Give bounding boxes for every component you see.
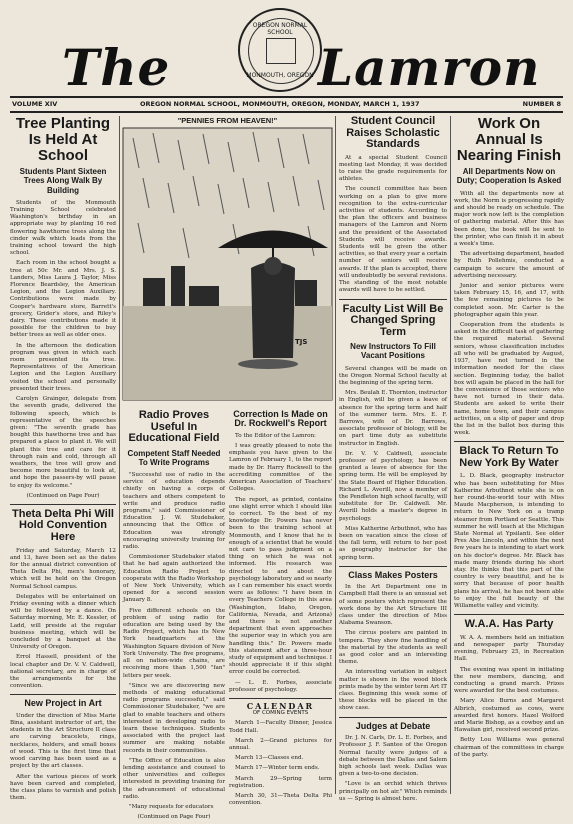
section-rule <box>229 698 332 699</box>
section-rule <box>454 614 564 615</box>
section-rule <box>339 566 447 567</box>
article-paragraph: Delegates will be entertained on Friday evening with a dinner which will be followed by a dance. On Saturday morning, Mr. E. Kessler, of Ladd, will preside at the regular business meeting, which will be concluded by a banquet at the University of Oregon. <box>10 593 116 651</box>
headline-art-project: New Project in Art <box>24 698 102 709</box>
headline-radio: Radio Proves Useful In Educational Field <box>128 409 220 445</box>
seal-bottom-text: MONMOUTH, OREGON <box>246 72 314 79</box>
article-paragraph: Five different schools on the problem of using radio for education are being used by the Radio Project, which has its New York headquarters at the Washington Square division of New York University. The five programs, all on nation-wide chains, are receiving more than 1,500 "fan" letters per week. <box>123 607 225 679</box>
column-4 <box>339 116 447 806</box>
article-paragraph: Dr. V. V. Caldwell, associate professor of psychology, has been granted a leave of absence for the spring term. He will be employed by the State Board of Higher Education. Richard L. Averill, now a member of the Pendleton high school faculty, will substitute for Dr. Caldwell. Mr. Averill holds a master's degree in psychology. <box>339 450 447 522</box>
article-paragraph: Carolyn Grainger, delegate from the seventh grade, delivered the following speech, which is representative of the speeches given: "The seventh grade has bought this hawthorne tree and has prepared a place to plant it. We will plant this tree and care for it through rain and cold, through all weathers, the tree will grow and become more beautiful to look at, and hope the passers-by will pause to enjoy its welcome." <box>10 396 116 489</box>
article-paragraph: Errol Hassell, president of the local chapter and Dr. V. V. Caldwell, national secretary, are in charge of the arrangements for the convention. <box>10 654 116 690</box>
column-1 <box>10 116 116 805</box>
article-paragraph: W. A. A. members held an initiation and newspaper party Thursday evening, February 25, in Recreation Hall. <box>454 634 564 663</box>
calendar-subtitle: OF COMING EVENTS <box>252 710 309 717</box>
cartoon-drawing <box>123 128 332 400</box>
article-paragraph: After the various pieces of work have been carved and completed, the class plans to varnish and polish them. <box>10 773 116 802</box>
deck-radio: Competent Staff Needed To Write Programs <box>127 448 221 467</box>
column-2 <box>123 410 225 824</box>
column-3 <box>229 410 332 810</box>
continued-note: (Continued on Page Four) <box>137 814 211 821</box>
article-paragraph: The council committee has been working on a plan to give more recognition to the extra-curricular activities of students. According to the plan the officers and business managers of the Lamron and Norm and the president of the Associated Students will receive awards. Students will be given the other activities, so that every year a certain number of seniors will receive awards. If the plan is accepted, there will undoubtedly be several revisions. The standing of the most notable awards will have to be settled. <box>339 186 447 294</box>
headline-annual: Work On Annual Is Nearing Finish <box>456 115 562 164</box>
continued-note: (Continued on Page Four) <box>26 492 100 499</box>
article-paragraph: Mary Alice Burns and Margaret Albrich, costumed as cows, were awarded first honors. Hazel Wolford and Marie Bishop, as a cowboy and an Hawaiian girl, received second prize. <box>454 698 564 734</box>
article-paragraph: Under the direction of Miss Marie Bina, assistant instructor of art, the students in the Art Structure II class are carving bracelets, rings, necklaces, holders, and small boxes of wood. This is the first time that wood carving has been used as a project by the art classes. <box>10 712 116 770</box>
editorial-cartoon <box>123 116 332 404</box>
article-paragraph: Several changes will be made on the Oregon Normal School faculty at the beginning of the spring term. <box>339 365 447 386</box>
masthead-title-right: Lamron <box>318 38 541 97</box>
dateline <box>10 96 563 113</box>
column-divider <box>450 116 451 794</box>
article-paragraph: Each room in the school bought a tree at 50c Mr. and Mrs. J. S. Landers, Miss Laura J. Taylor, Miss Florence Beardsley, the American Legion, and the Legion Auxiliary. Contributions were made by Cooper's hardware store, Barrett's grocery, Grider's store, and Riley's dairy. These contributions made it possible for the children to buy better trees as well as older ones. <box>10 260 116 339</box>
masthead-title-left: The <box>62 38 171 97</box>
deck-tree-planting: Students Plant Sixteen Trees Along Walk By Building <box>19 167 107 195</box>
section-rule <box>10 504 116 505</box>
column-5 <box>454 116 564 762</box>
issue-number: NUMBER 8 <box>522 100 561 108</box>
article-paragraph: "Many requests for educators <box>129 803 214 810</box>
article-paragraph: With all the departments now at work, the Norm is progressing rapidly and should be ready on schedule. The major work now left is the completion of gathering material. After this has been done, the book will be sent to the printer, who can finish it in about a week's time. <box>454 190 564 248</box>
headline-correction: Correction Is Made on Dr. Rockwell's Report <box>233 409 328 429</box>
section-rule <box>339 299 447 300</box>
letter-signature: — L. E. Forbes, associate professor of psychology. <box>229 679 332 693</box>
article-paragraph: In the afternoon the dedication program was given in which each room presented its tree. Representatives of the American Legion and the Legion Auxiliary visited the school and personally presented their trees. <box>10 342 116 392</box>
seal-top-text: OREGON NORMAL SCHOOL <box>252 22 308 36</box>
column-divider <box>119 116 120 794</box>
calendar-item: March 2—Grand pictures for annual. <box>229 737 332 751</box>
seal-building-icon <box>266 38 296 64</box>
section-rule <box>454 441 564 442</box>
calendar-item: March 30, 31—Theta Delta Phi convention. <box>229 793 332 807</box>
article-paragraph: The circus posters are painted in tempera. They show fine handling of the material by the students as well as good color and an interesting theme. <box>339 630 447 666</box>
calendar-item: March 17—Winter term ends. <box>235 765 320 772</box>
article-paragraph: "Since we are discovering new methods of making educational radio programs successful," said Commissioner Studebaker, "we are glad to enable teachers and others interested in developing radio to learn these techniques. Students associated with the project last summer are making notable records in their communities. <box>123 682 225 754</box>
letter-salutation: To the Editor of the Lamron: <box>235 432 316 439</box>
column-divider <box>335 116 336 794</box>
article-paragraph: L. D. Black, geography instructor who has been substituting for Miss Katherine Arbuthnot while she is on her round-the-world tour with Miss Maude Macpherson, is intending to return to New York on a tramp steamer from Portland or Seattle. This summer he will teach at the Michigan State Normal at Ypsilanti. See older Pres Abe Lincoln, and within the next few years he is intending to start work on his doctor's degree. Mr. Black has made many friends during his short stay. He thinks that this part of the country is very beautiful, and he is sorry that because of poor health plans his arrival, he has not been able to enjoy the full beauty of the Willamette valley and vicinity. <box>454 473 564 610</box>
headline-faculty-list: Faculty List Will Be Changed Spring Term <box>342 302 444 338</box>
article-paragraph: Commissioner Studebaker stated that he had again authorized the Education Radio Project to cooperate with the Radio Workshop of New York University, which opened for a second session January 8. <box>123 554 225 604</box>
headline-black-returns: Black To Return To New York By Water <box>459 445 559 469</box>
calendar-item: March 1—Faculty Dinner, Jessica Todd Hall. <box>229 720 332 734</box>
cartoon-signature: TJS <box>295 338 308 346</box>
calendar-item: March 13—Classes end. <box>235 755 304 762</box>
headline-judges: Judges at Debate <box>355 720 431 731</box>
deck-faculty-list: New Instructors To Fill Vacant Positions <box>350 342 436 361</box>
headline-class-posters: Class Makes Posters <box>348 569 438 580</box>
cartoon-caption: "PENNIES FROM HEAVEN!" <box>177 116 278 125</box>
article-paragraph: An interesting variation in subject matter is shown in the wood block prints made by the winter term Art IT class. Beginning this week some of these blocks will be placed in the show case. <box>339 669 447 712</box>
article-paragraph: Miss Katherine Arbuthnot, who has been on vacation since the close of the fall term, will return to her post as geography instructor for the spring term. <box>339 525 447 561</box>
headline-student-council: Student Council Raises Scholastic Standards <box>346 115 440 151</box>
article-paragraph: "The Office of Education is also lending assistance and counsel to other universities and colleges interested in providing training for the advancement of educational radio. <box>123 757 225 800</box>
article-paragraph: I was greatly pleased to note the emphasis you have given to the Lamron of February 1, to the report made by Dr. Harry Rockwell to the accrediting committee of the American Association of Teachers' Colleges. <box>229 443 332 493</box>
calendar-title: CALENDAR <box>246 700 315 711</box>
article-paragraph: Betty Lou Williams was general chairman of the committees in charge of the party. <box>454 737 564 758</box>
article-paragraph: Mrs. Beulah E. Thornton, instructor in English, will be given a leave of absence for the spring term and half of the summer term. Mrs. E. F. Barrows, wife of Dr. Barrows, associate professor of biology, will be on part time duty as substitute instructor in English. <box>339 390 447 447</box>
masthead <box>0 0 573 96</box>
article-paragraph: Students of the Monmouth Training School celebrated Washington's birthday in an appropriate way by planting 16 red flowering hawthorne trees along the cinder walk which leads from the training school toward the high school. <box>10 199 116 257</box>
headline-tree-planting: Tree Planting Is Held At School <box>15 115 111 164</box>
article-paragraph: "Successful use of radio in the service of education depends chiefly on having a corps of teachers and others competent to write and produce radio programs," said Commissioner of Education J. W. Studebaker, announcing that the Office of Education was strongly encouraging university training for radio. <box>123 472 225 551</box>
calendar-item: March 29—Spring term registration. <box>229 775 332 789</box>
article-paragraph: The report, as printed, contains one slight error which I should like to correct. To the best of my knowledge Dr. Powers has never been to the training school at Monmouth, and I know that he is enough of a scientist that he would not care to pass judgment on a thing on which he was not informed. His research was directed to and about the psychology laboratory and so nearly as I can remember his exact words were as follows: "I have been in every Teachers College in this area (Washington, Idaho, Oregon, California, Nevada, and Arizona) and there is not another department that even approaches the superior way in which you are handling this." Dr. Powers made this statement after a three-hour study of equipment and technique. I should appreciate it if this slight error could be corrected. <box>229 496 332 676</box>
volume-label: VOLUME XIV <box>12 100 58 108</box>
article-paragraph: Dr. J. N. Carls, Dr. L. E. Forbes, and Professor J. F. Santee of the Oregon Normal faculty were judges of a debate between the Dallas and Salem high schools last week. Dallas was given a two-to-one decision. <box>339 735 447 778</box>
article-paragraph: "Love is an orchid which thrives principally on hot air." Which reminds us — Spring is almost here. <box>339 781 447 802</box>
section-rule <box>339 717 447 718</box>
headline-waa-party: W.A.A. Has Party <box>464 618 554 631</box>
article-paragraph: Friday and Saturday, March 12 and 13, have been set as the dates for the annual district convention of Theta Delta Phi, men's honorary, which will be held on the Oregon Normal School campus. <box>10 547 116 590</box>
article-paragraph: Junior and senior pictures were taken February 15, 16, and 17, with the few remaining pictures to be completed soon. Mr. Carter is the photographer again this year. <box>454 283 564 318</box>
article-paragraph: The evening was spent in initiating the new members, dancing, and conducting a grand march. Prizes were awarded for the best costumes. <box>454 666 564 695</box>
school-seal <box>238 8 322 92</box>
article-paragraph: Cooperation from the students is asked in the difficult task of gathering the required material. Several seniors, whose classification includes all who will be graduated by August, 1937, have not turned in the information needed for the class section. Beginning today, the ballot box will again be placed in the hall for the convenience of those seniors who have not turned in their data. Students are asked to write their name, home town, and their campus activities, on a slip of paper and drop the list in the ballot box during this week. <box>454 322 564 437</box>
deck-annual: All Departments Now on Duty; Cooperation Is Asked <box>456 167 562 186</box>
article-paragraph: The advertising department, headed by Ruth Pollehmis, conducted a campaign to secure the amount of advertising necessary. <box>454 251 564 279</box>
section-rule <box>10 694 116 695</box>
headline-theta-delta-phi: Theta Delta Phi Will Hold Convention Here <box>12 507 114 544</box>
dateline-center: OREGON NORMAL SCHOOL, MONMOUTH, OREGON, MONDAY, MARCH 1, 1937 <box>140 100 420 108</box>
article-paragraph: At a special Student Council meeting last Monday, it was decided to raise the grade requirements for athletes. <box>339 154 447 183</box>
article-paragraph: In the Art Department one in Campbell Hall there is an unusual set of some posters which represent the work done by the Art Structure III class under the direction of Miss Alabama Swanson. <box>339 584 447 627</box>
